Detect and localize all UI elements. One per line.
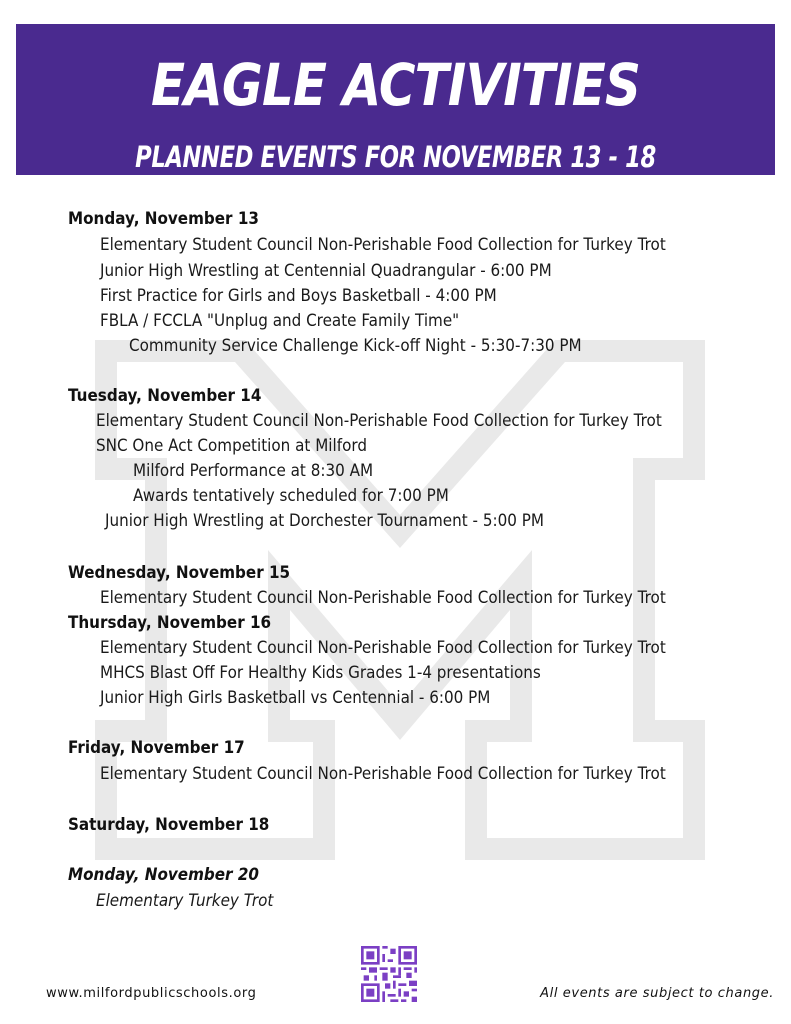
- website-link[interactable]: www.milfordpublicschools.org: [46, 986, 257, 1001]
- day-heading-next-monday: Monday, November 20: [68, 865, 259, 884]
- page-title: EAGLE ACTIVITIES: [150, 51, 641, 119]
- header-banner: [16, 24, 775, 175]
- event-item: MHCS Blast Off For Healthy Kids Grades 1-4 presentations: [100, 663, 541, 682]
- day-heading-monday: Monday, November 13: [68, 209, 259, 228]
- event-item: Elementary Student Council Non-Perishable Food Collection for Turkey Trot: [100, 235, 666, 254]
- qr-code-icon: [361, 946, 417, 1002]
- day-heading-saturday: Saturday, November 18: [68, 815, 270, 834]
- event-item: SNC One Act Competition at Milford: [96, 436, 367, 455]
- event-item: Junior High Wrestling at Centennial Quadrangular - 6:00 PM: [100, 261, 552, 280]
- event-item: Elementary Student Council Non-Perishable Food Collection for Turkey Trot: [96, 411, 662, 430]
- disclaimer-text: All events are subject to change.: [540, 986, 774, 1001]
- event-item: Elementary Student Council Non-Perishable Food Collection for Turkey Trot: [100, 638, 666, 657]
- event-item: First Practice for Girls and Boys Basketball - 4:00 PM: [100, 286, 497, 305]
- event-item: Elementary Student Council Non-Perishable Food Collection for Turkey Trot: [100, 764, 666, 783]
- event-item: Junior High Wrestling at Dorchester Tournament - 5:00 PM: [105, 511, 544, 530]
- event-item: Elementary Student Council Non-Perishable Food Collection for Turkey Trot: [100, 588, 666, 607]
- page-subtitle: PLANNED EVENTS FOR NOVEMBER 13 - 18: [135, 140, 656, 174]
- event-subitem: Milford Performance at 8:30 AM: [133, 461, 374, 480]
- day-heading-friday: Friday, November 17: [68, 738, 245, 757]
- day-heading-tuesday: Tuesday, November 14: [68, 386, 262, 405]
- event-subitem: Community Service Challenge Kick-off Night - 5:30-7:30 PM: [129, 336, 582, 355]
- event-item: Junior High Girls Basketball vs Centennial - 6:00 PM: [100, 688, 491, 707]
- day-heading-thursday: Thursday, November 16: [68, 613, 272, 632]
- day-heading-wednesday: Wednesday, November 15: [68, 563, 291, 582]
- event-subitem: Awards tentatively scheduled for 7:00 PM: [133, 486, 449, 505]
- event-item: Elementary Turkey Trot: [96, 891, 274, 910]
- event-item: FBLA / FCCLA "Unplug and Create Family Time": [100, 311, 460, 330]
